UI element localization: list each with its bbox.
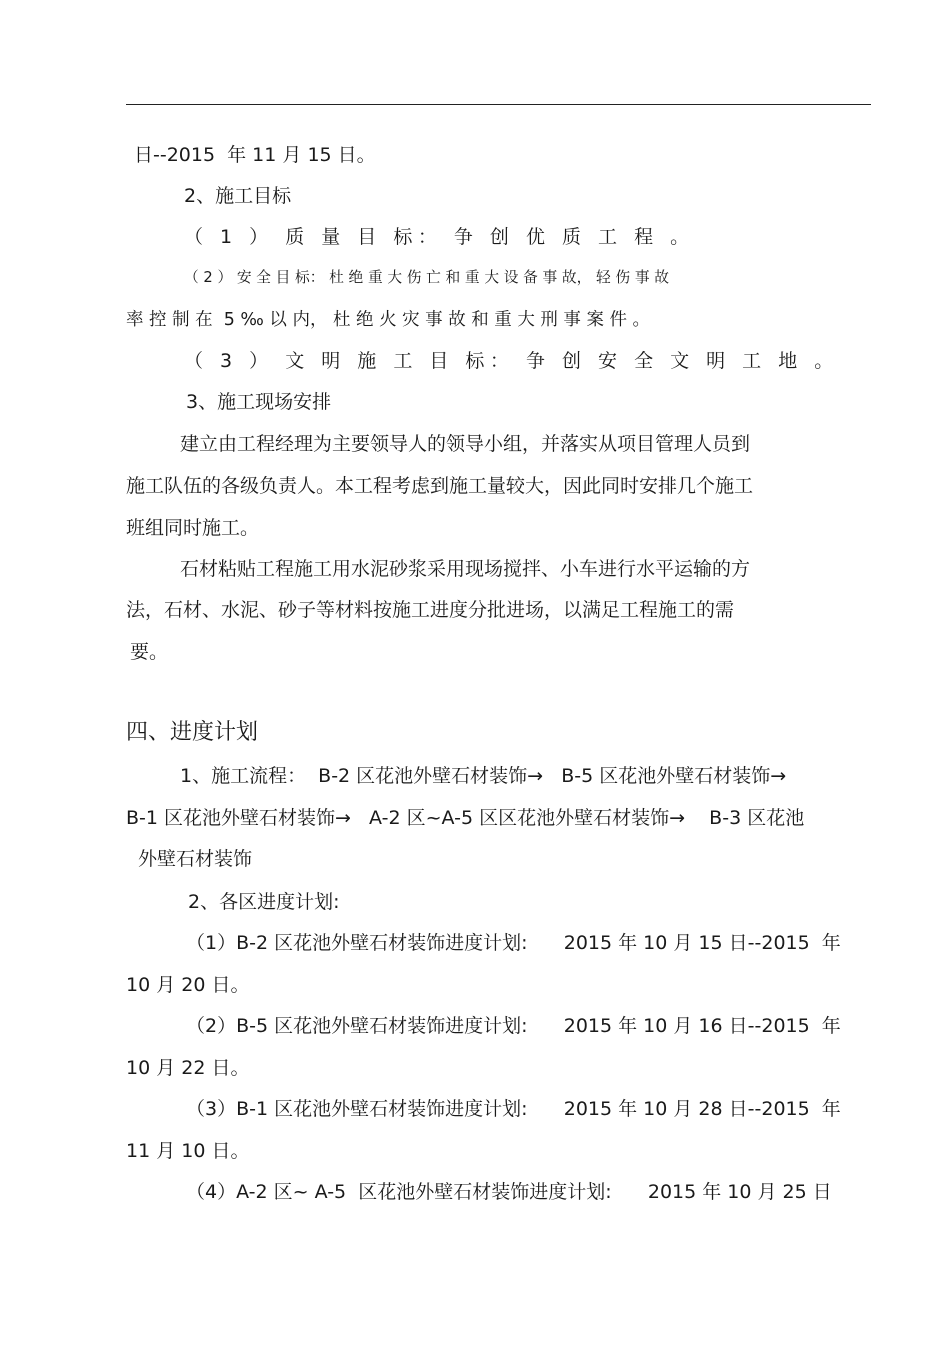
schedule-item-2-line1: （2）B-5 区花池外壁石材装饰进度计划: 2015 年 10 月 16 日--2015 年 [186, 1015, 841, 1037]
site-arrangement-p1-line1: 建立由工程经理为主要领导人的领导小组，并落实从项目管理人员到 [180, 433, 751, 455]
process-flow-line2: B-1 区花池外壁石材装饰→ A-2 区~A-5 区区花池外壁石材装饰→ B-3 区花池 [126, 807, 805, 829]
process-flow-line3: 外壁石材装饰 [138, 848, 253, 870]
schedule-item-1-line2: 10 月 20 日。 [126, 974, 250, 996]
safety-goal-line1: （ 2 ） 安 全 目 标： 杜 绝 重 大 伤 亡 和 重 大 设 备 事 故， 轻 伤 事 故 [184, 269, 669, 286]
site-arrangement-heading: 3、施工现场安排 [186, 391, 332, 413]
site-arrangement-p1-line2: 施工队伍的各级负责人。本工程考虑到施工量较大，因此同时安排几个施工 [126, 475, 754, 497]
date-continuation: 日--2015 年 11 月 15 日。 [134, 144, 376, 166]
process-flow-line1: 1、施工流程： B-2 区花池外壁石材装饰→ B-5 区花池外壁石材装饰→ [180, 765, 787, 787]
site-arrangement-p2-line1: 石材粘贴工程施工用水泥砂浆采用现场搅拌、小车进行水平运输的方 [180, 558, 751, 580]
schedule-item-3-line1: （3）B-1 区花池外壁石材装饰进度计划: 2015 年 10 月 28 日--2015 年 [186, 1098, 841, 1120]
construction-goals-heading: 2、施工目标 [184, 185, 292, 207]
schedule-item-3-line2: 11 月 10 日。 [126, 1140, 250, 1162]
site-arrangement-p2-line2: 法，石材、水泥、砂子等材料按施工进度分批进场，以满足工程施工的需 [126, 599, 735, 621]
quality-goal: （ 1 ） 质 量 目 标： 争 创 优 质 工 程 。 [184, 226, 695, 248]
schedule-item-4-line1: （4）A-2 区~ A-5 区花池外壁石材装饰进度计划: 2015 年 10 月 25 日 [186, 1181, 832, 1203]
civilized-construction-goal: （ 3 ） 文 明 施 工 目 标： 争 创 安 全 文 明 工 地 。 [184, 350, 839, 372]
schedule-item-1-line1: （1）B-2 区花池外壁石材装饰进度计划: 2015 年 10 月 15 日--2015 年 [186, 932, 841, 954]
header-rule [126, 104, 871, 105]
schedule-item-2-line2: 10 月 22 日。 [126, 1057, 250, 1079]
section-heading-schedule: 四、进度计划 [126, 720, 259, 745]
zone-schedule-heading: 2、各区进度计划: [188, 891, 340, 913]
site-arrangement-p2-line3: 要。 [130, 641, 169, 663]
safety-goal-line2: 率 控 制 在 5 ‰ 以 内， 杜 绝 火 灾 事 故 和 重 大 刑 事 案 件 。 [126, 310, 651, 330]
site-arrangement-p1-line3: 班组同时施工。 [126, 517, 260, 539]
